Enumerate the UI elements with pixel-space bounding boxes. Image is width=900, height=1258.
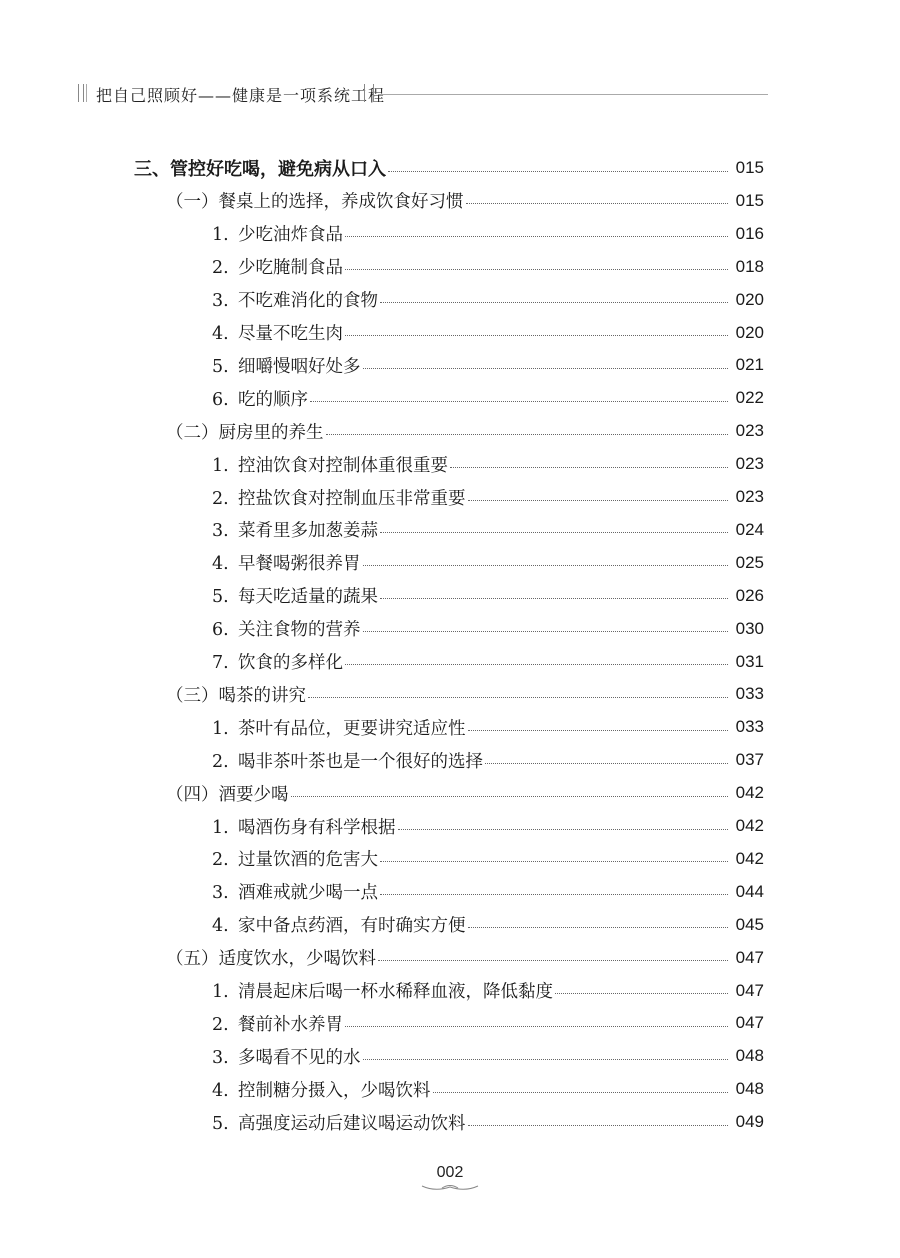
dot-leader [345,335,728,336]
toc-entry-label [212,386,308,411]
toc-entry[interactable] [0,382,764,414]
toc-entry-title: 喝酒伤身有科学根据 [238,817,396,838]
header-rule [378,94,768,95]
toc-entry-label [212,353,361,378]
toc-entry-number: 2. [212,850,229,871]
toc-entry-title: 细嚼慢咽好处多 [238,356,361,377]
toc-entry[interactable] [0,218,764,250]
dot-leader [388,171,728,172]
toc-entry-label [212,616,361,641]
toc-entry-label [212,517,378,542]
toc-entry-page: 045 [735,914,764,934]
footer-flourish-icon [420,1182,480,1192]
dot-leader [380,532,728,533]
toc-entry-number: 1. [212,225,229,246]
toc-entry[interactable] [0,1073,764,1105]
toc-entry-title: 不吃难消化的食物 [238,291,378,312]
toc-entry-number: 4. [212,916,229,937]
toc-entry-label [212,583,378,608]
toc-entry-page: 031 [735,651,764,671]
toc-entry-label [166,682,306,707]
toc-entry[interactable] [0,777,764,809]
toc-entry-label [212,1011,343,1036]
toc-entry-page: 015 [735,190,764,210]
toc-entry-page: 047 [735,980,764,1000]
toc-entry-label [212,452,448,477]
dot-leader [363,368,729,369]
toc-entry-label [212,715,466,740]
toc-entry-title: （二）厨房里的养生 [166,422,324,443]
toc-entry-page: 033 [735,717,764,737]
toc-entry-title: 清晨起床后喝一杯水稀释血液，降低黏度 [238,982,553,1002]
toc-entry-page: 030 [735,618,764,638]
toc-entry-page: 048 [735,1079,764,1099]
dot-leader [308,697,728,698]
toc-entry[interactable] [0,1007,764,1039]
toc-entry-label [212,846,378,871]
toc-entry-label [212,879,378,904]
toc-entry-title: 菜肴里多加葱姜蒜 [238,521,378,542]
toc-entry-number: 1. [212,455,229,476]
toc-entry[interactable] [0,613,764,645]
toc-entry-number: 3. [212,521,229,542]
dot-leader [450,467,728,468]
page-footer [0,1164,900,1192]
toc-entry[interactable] [0,909,764,941]
toc-entry-page: 022 [735,388,764,408]
toc-entry[interactable] [0,942,764,974]
toc-entry-label [212,912,466,937]
toc-entry-label [212,320,343,345]
toc-entry-title: （一）餐桌上的选择，养成饮食好习惯 [166,192,464,213]
toc-entry-number: 5. [212,587,229,608]
toc-entry-number: 6. [212,620,229,641]
toc-entry[interactable] [0,185,764,217]
dot-leader [345,269,728,270]
toc-entry[interactable] [0,1040,764,1072]
toc-entry-page: 020 [735,289,764,309]
toc-entry[interactable] [0,415,764,447]
toc-entry[interactable] [0,678,764,710]
toc-entry-title: 少吃油炸食品 [238,225,343,246]
dot-leader [555,993,728,994]
dot-leader [398,829,729,830]
toc-entry-label [166,188,464,213]
toc-entry-label [166,781,289,806]
toc-entry-page: 048 [735,1046,764,1066]
toc-entry[interactable] [0,744,764,776]
toc-entry-page: 025 [735,552,764,572]
dot-leader [380,894,728,895]
toc-entry[interactable] [0,843,764,875]
toc-entry-page: 023 [735,421,764,441]
dot-leader [310,401,728,402]
toc-entry-number: 3. [212,1047,229,1068]
running-header [78,82,768,106]
toc-entry-number: 4. [212,324,229,344]
toc-entry[interactable] [0,975,764,1007]
toc-entry-title: 高强度运动后建议喝运动饮料 [238,1113,466,1134]
dot-leader [468,500,729,501]
toc-entry-label [212,254,343,279]
toc-entry-number: 7. [212,653,229,673]
toc-entry-title: 关注食物的营养 [238,620,361,641]
toc-entry[interactable] [0,547,764,579]
toc-entry-label [212,978,553,1003]
toc-entry[interactable] [0,481,764,513]
book-title: 把自己照顾好——健康是一项系统工程 [96,86,386,105]
toc-entry-label [212,649,343,674]
toc-entry[interactable] [0,284,764,316]
toc-entry-title: 控油饮食对控制体重很重要 [238,455,448,476]
toc-entry[interactable] [0,349,764,381]
toc-entry-page: 042 [735,783,764,803]
toc-entry-label [212,814,396,839]
dot-leader [468,927,729,928]
dot-leader [326,434,729,435]
toc-entry-number: 1. [212,982,229,1002]
dot-leader [363,1059,729,1060]
toc-entry[interactable] [0,152,764,184]
toc-entry-page: 015 [735,158,764,177]
dot-leader [466,203,729,204]
toc-entry-label [212,1110,466,1135]
toc-entry-title: 少吃腌制食品 [238,258,343,279]
dot-leader [345,664,728,665]
toc-entry-page: 026 [735,585,764,605]
toc-entry-title: （四）酒要少喝 [166,784,289,805]
toc-entry-number: 3. [212,883,229,904]
toc-entry-title: 尽量不吃生肉 [238,324,343,344]
toc-entry-number: 1. [212,718,229,739]
toc-entry-page: 023 [735,487,764,506]
toc-entry-number: 2. [212,488,229,509]
toc-entry[interactable] [0,317,764,349]
toc-entry-number: 1. [212,817,229,838]
toc-entry-label [166,945,376,970]
toc-entry-title: 喝非茶叶茶也是一个很好的选择 [238,751,483,772]
dot-leader [345,236,728,237]
toc-entry-number: 6. [212,389,229,410]
toc-entry-page: 047 [735,1013,764,1033]
toc-entry-title: 三、管控好吃喝，避免病从口入 [134,159,386,180]
toc-entry-number: 2. [212,751,229,772]
toc-entry-number: 4. [212,554,229,575]
toc-entry-label [166,419,324,444]
header-ornament-left-inner [86,84,89,102]
toc-entry-page: 042 [735,816,764,835]
toc-entry-page: 018 [735,256,764,276]
toc-entry-label [212,287,378,312]
dot-leader [363,631,729,632]
toc-entry-title: 饮食的多样化 [238,653,343,673]
toc-entry-label [134,155,386,181]
toc-entry[interactable] [0,251,764,283]
toc-entry-number: 3. [212,291,229,312]
toc-entry-title: 过量饮酒的危害大 [238,850,378,871]
dot-leader [433,1092,729,1093]
dot-leader [485,763,728,764]
toc-entry[interactable] [0,580,764,612]
header-ornament-right [364,84,374,102]
toc-entry-title: 控盐饮食对控制血压非常重要 [238,488,466,509]
toc-entry-title: 酒难戒就少喝一点 [238,883,378,904]
toc-entry-title: 早餐喝粥很养胃 [238,554,361,575]
toc-entry-label [212,748,483,773]
toc-entry[interactable] [0,711,764,743]
dot-leader [380,861,728,862]
toc-entry-title: （三）喝茶的讲究 [166,685,306,706]
toc-entry-page: 044 [735,881,764,901]
dot-leader [378,960,728,961]
toc-entry-page: 021 [735,355,764,375]
dot-leader [468,730,729,731]
toc-entry[interactable] [0,514,764,546]
toc-entry-page: 047 [735,947,764,967]
toc-entry-page: 033 [735,684,764,704]
toc-entry-title: 吃的顺序 [238,389,308,410]
toc-entry-page: 020 [735,322,764,342]
toc-entry[interactable] [0,876,764,908]
toc-entry[interactable] [0,448,764,480]
toc-entry-number: 2. [212,1014,229,1035]
toc-entry-title: 控制糖分摄入，少喝饮料 [238,1080,431,1101]
toc-entry-title: （五）适度饮水，少喝饮料 [166,949,376,970]
dot-leader [380,598,728,599]
toc-entry-page: 016 [735,223,764,243]
toc-entry[interactable] [0,1106,764,1138]
toc-entry-label [212,550,361,575]
toc-entry-number: 5. [212,1113,229,1134]
toc-entry[interactable] [0,810,764,842]
dot-leader [380,302,728,303]
page-number: 002 [436,1164,464,1181]
toc-entry-label [212,221,343,246]
toc-entry[interactable] [0,646,764,678]
toc-entry-label [212,485,466,510]
toc-entry-label [212,1044,361,1069]
toc-entry-label [212,1077,431,1102]
toc-entry-title: 餐前补水养胃 [238,1014,343,1035]
toc-entry-page: 049 [735,1112,764,1132]
dot-leader [291,796,729,797]
header-ornament-left [78,84,84,102]
toc-entry-number: 2. [212,258,229,279]
dot-leader [363,565,729,566]
toc-entry-page: 023 [735,454,764,474]
toc-entry-title: 茶叶有品位，更要讲究适应性 [238,718,466,739]
toc-entry-number: 5. [212,356,229,377]
dot-leader [345,1026,728,1027]
toc-entry-page: 037 [735,750,764,770]
toc-entry-page: 042 [735,848,764,868]
toc-entry-title: 多喝看不见的水 [238,1047,361,1068]
toc-entry-page: 024 [735,519,764,539]
toc-entry-title: 每天吃适量的蔬果 [238,587,378,608]
toc-entry-title: 家中备点药酒，有时确实方便 [238,916,466,937]
dot-leader [468,1125,729,1126]
toc-entry-number: 4. [212,1080,229,1101]
